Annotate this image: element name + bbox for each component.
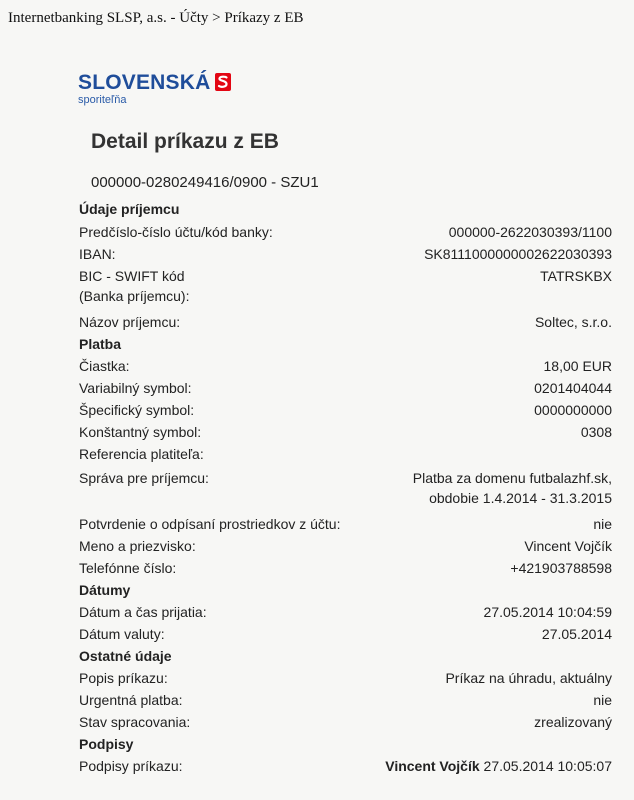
row-value: zrealizovaný — [534, 714, 612, 730]
row-value — [385, 756, 612, 776]
section-heading-recipient: Údaje príjemcu — [79, 201, 180, 217]
row-label: Dátum a čas prijatia: — [79, 604, 207, 620]
row-label: Konštantný symbol: — [79, 424, 202, 440]
row-value: +421903788598 — [510, 560, 612, 576]
section-heading-signatures: Podpisy — [79, 736, 134, 752]
signature-time: 27.05.2014 10:05:07 — [483, 758, 612, 774]
row-value: 27.05.2014 — [541, 626, 612, 642]
signer-name: Vincent Vojčík — [385, 758, 480, 774]
row-value: Vincent Vojčík — [524, 538, 612, 554]
table-row — [79, 311, 612, 333]
row-label: BIC - SWIFT kód (Banka príjemcu): — [79, 268, 190, 304]
row-value: 27.05.2014 10:04:59 — [483, 604, 612, 620]
row-value: 000000-2622030393/1100 — [448, 224, 612, 240]
row-label: Podpisy príkazu: — [79, 758, 183, 774]
row-label: Špecifický symbol: — [79, 402, 195, 418]
row-label: Správa pre príjemcu: — [79, 470, 209, 486]
row-value: 0308 — [580, 424, 612, 440]
table-row — [79, 601, 612, 623]
row-value: nie — [593, 692, 612, 708]
row-label: Popis príkazu: — [79, 670, 168, 686]
table-row — [79, 377, 612, 399]
row-label: Názov príjemcu: — [79, 314, 181, 330]
table-row — [79, 711, 612, 733]
logo-main-text: SLOVENSKÁ — [78, 71, 211, 94]
table-row — [79, 221, 612, 243]
table-row — [79, 355, 612, 377]
row-value: Soltec, s.r.o. — [534, 314, 612, 330]
table-row — [79, 755, 612, 777]
table-row — [79, 623, 612, 645]
breadcrumb: Internetbanking SLSP, a.s. - Účty > Príkazy z EB — [8, 10, 304, 26]
detail-table — [79, 198, 612, 777]
table-row — [79, 421, 612, 443]
table-row — [79, 443, 612, 465]
section-heading-dates: Dátumy — [79, 582, 131, 598]
row-value: 0000000000 — [534, 402, 612, 418]
row-label: Stav spracovania: — [79, 714, 191, 730]
row-label: Urgentná platba: — [79, 692, 183, 708]
logo-sub-text: sporiteľňa — [78, 94, 127, 106]
table-row — [79, 557, 612, 579]
row-label: Predčíslo-číslo účtu/kód banky: — [79, 224, 273, 240]
source-account: 000000-0280249416/0900 - SZU1 — [91, 174, 319, 191]
row-value: Príkaz na úhradu, aktuálny — [445, 670, 612, 686]
table-row — [79, 535, 612, 557]
row-label: Čiastka: — [79, 358, 130, 374]
row-label: Dátum valuty: — [79, 626, 165, 642]
row-value: 18,00 EUR — [543, 358, 612, 374]
table-row — [79, 265, 612, 307]
row-label: Referencia platiteľa: — [79, 446, 204, 462]
row-value: Platba za domenu futbalazhf.sk, obdobie 1.4.2014 - 31.3.2015 — [412, 470, 612, 506]
bank-logo — [78, 73, 231, 106]
table-row — [79, 243, 612, 265]
row-value: nie — [593, 516, 612, 532]
row-value: TATRSKBX — [540, 268, 612, 284]
page-title: Detail príkazu z EB — [91, 130, 279, 153]
table-row — [79, 467, 612, 509]
section-heading-other: Ostatné údaje — [79, 648, 172, 664]
slsp-s-logo-icon — [215, 73, 231, 91]
row-value: SK8111000000002622030393 — [424, 246, 612, 262]
table-row — [79, 513, 612, 535]
table-row — [79, 399, 612, 421]
table-row — [79, 689, 612, 711]
row-label: Variabilný symbol: — [79, 380, 192, 396]
row-value: 0201404044 — [534, 380, 612, 396]
row-label: Telefónne číslo: — [79, 560, 177, 576]
row-label: Potvrdenie o odpísaní prostriedkov z účtu: — [79, 516, 341, 532]
section-heading-payment: Platba — [79, 336, 122, 352]
row-label: IBAN: — [79, 246, 116, 262]
row-label: Meno a priezvisko: — [79, 538, 196, 554]
table-row — [79, 667, 612, 689]
